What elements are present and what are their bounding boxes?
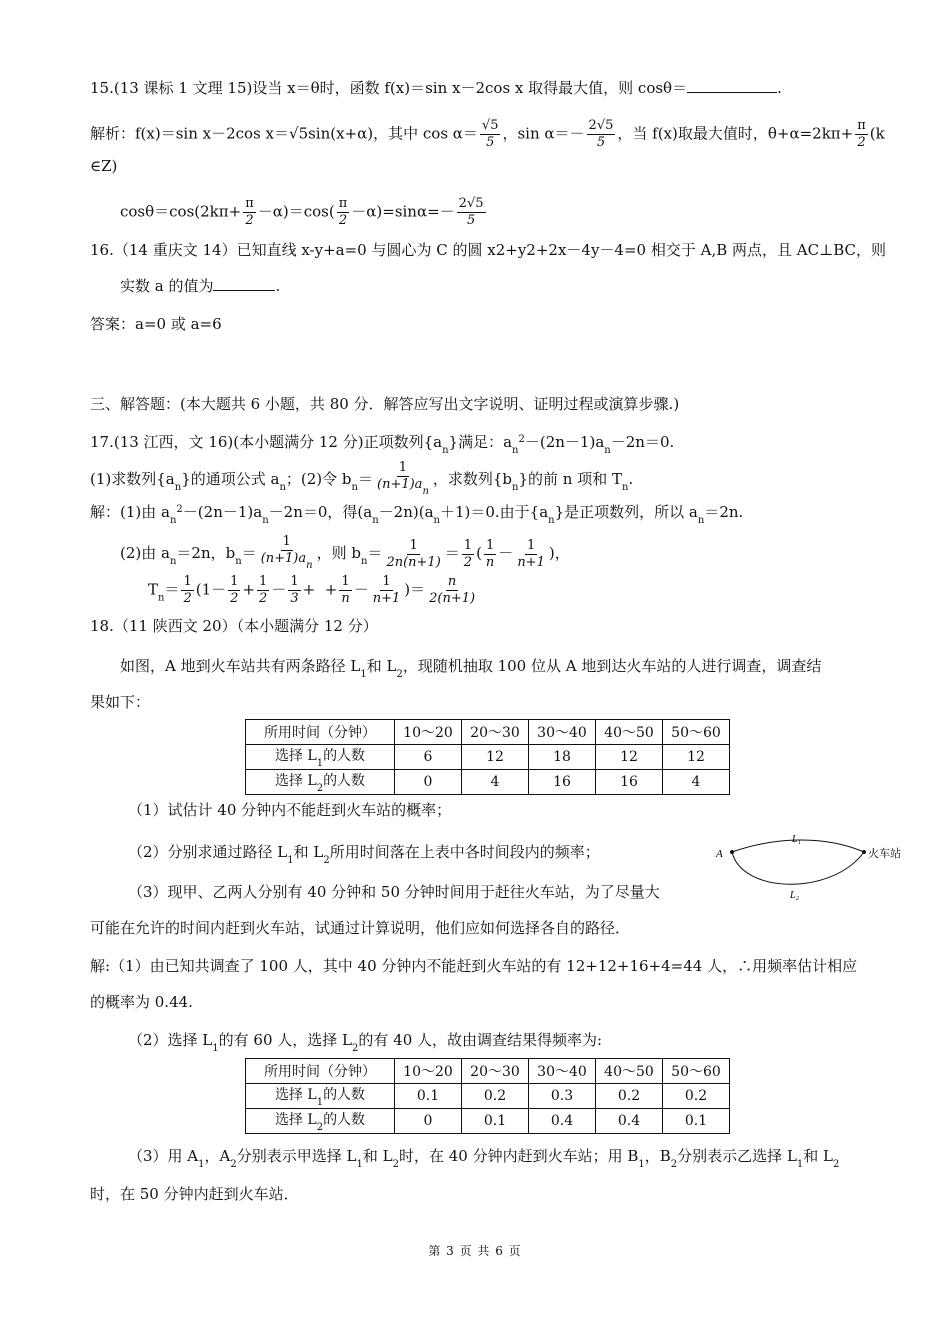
fraction: $\frac{1}{(n+1)a_n}$: [260, 534, 313, 571]
page-footer: 第 3 页 共 6 页: [428, 1244, 522, 1258]
fraction: $\frac{\pi}{2}$: [245, 196, 254, 228]
q18-solution-3-line2: 时，在 50 分钟内赶到火车站．: [90, 1185, 299, 1203]
fraction: $\frac{1}{2}$: [230, 574, 239, 606]
q18-intro-line2: 果如下：: [90, 693, 151, 711]
table-cell: 0.2: [462, 1084, 529, 1109]
table-header-cell: 所用时间（分钟）: [246, 720, 395, 745]
table-row: [246, 1084, 730, 1109]
table-row-label: 选择 $L_1$的人数: [246, 1084, 395, 1109]
table-cell: 0: [395, 1109, 462, 1134]
text: 5sin(x+α)，其中 cos α＝: [298, 124, 478, 143]
table-cell: 12: [462, 745, 529, 770]
q18-table-counts: [245, 719, 730, 795]
fraction: $\frac{1}{3}$: [290, 574, 299, 606]
table-cell: 6: [395, 745, 462, 770]
table-row-label: 选择 $L_2$的人数: [246, 1109, 395, 1134]
table-header-cell: 30～40: [529, 1059, 596, 1084]
label-station: 火车站: [868, 847, 901, 860]
q17-parts: (1)求数列$\{a_n\}$的通项公式 $a_n$；(2)令 $b_n=$ $\frac{1}{(n+1)a_n}$ ，求数列$\{b_n\}$的前 n 项和 $T_n$.: [90, 460, 633, 500]
fraction: $\frac{1}{(n+1)a_n}$: [377, 460, 429, 497]
q18-part1: （1）试估计 40 分钟内不能赶到火车站的概率；: [128, 801, 452, 819]
fraction: $\frac{\pi}{2}$: [857, 118, 866, 150]
table-header-cell: 40～50: [596, 1059, 663, 1084]
table-row: [246, 720, 730, 745]
route-diagram: [712, 824, 912, 904]
text: －α)＝cos(: [257, 202, 335, 221]
table-cell: 12: [596, 745, 663, 770]
fraction: $\frac{1}{2}$: [463, 537, 473, 570]
q16-question: 16.（14 重庆文 14）已知直线 x-y+a=0 与圆心为 C 的圆 x2+y2+2x－4y－4=0 相交于 A,B 两点，且 AC⊥BC，则: [90, 241, 886, 259]
q18-part3: （3）现甲、乙两人分别有 40 分钟和 50 分钟时间用于赶往火车站，为了尽量大: [128, 883, 660, 901]
q18-title: 18.（11 陕西文 20）（本小题满分 12 分）: [90, 617, 378, 635]
table-header-cell: 30～40: [529, 720, 596, 745]
label-l1: L₁: [792, 834, 802, 845]
table-cell: 16: [529, 770, 596, 795]
answer-blank: [213, 276, 275, 291]
table-row-label: 选择 $L_2$的人数: [246, 770, 395, 795]
table-row: [246, 1059, 730, 1084]
table-cell: 0.4: [596, 1109, 663, 1134]
table-cell: 0.1: [663, 1109, 730, 1134]
fraction: $\frac{\pi}{2}$: [338, 196, 348, 228]
fraction: $\frac{2√5}{5}$: [458, 196, 484, 228]
section-heading: 三、解答题：(本大题共 6 小题，共 80 分．解答应写出文字说明、证明过程或演算步骤.): [90, 395, 680, 413]
table-header-cell: 20～30: [462, 1059, 529, 1084]
q18-solution-1: 解:（1）由已知共调查了 100 人，其中 40 分钟内不能赶到火车站的有 12+12+16+4=44 人，∴用频率估计相应: [90, 957, 858, 975]
table-cell: 0.1: [462, 1109, 529, 1134]
q18-intro: 如图，A 地到火车站共有两条路径 $L_1$和 $L_2$，现随机抽取 100 位从 A 地到达火车站的人进行调查，调查结: [120, 657, 822, 680]
text: 解析：f(x)＝sin x－2cos x＝: [90, 124, 289, 143]
q18-solution-2: （2）选择 $L_1$的有 60 人，选择 $L_2$的有 40 人，故由调查结果得频率为:: [128, 1031, 603, 1054]
table-header-cell: 10～20: [395, 1059, 462, 1084]
table-cell: 0: [395, 770, 462, 795]
text: (k: [869, 124, 885, 143]
fraction: $\frac{√5}{5}$: [481, 118, 499, 150]
point-a: [730, 850, 734, 854]
q17-question: 17.(13 江西，文 16)(本小题满分 12 分)正项数列$\{a_n\}$满足：$a_n^2-(2n-1)a_n-2n=0$.: [90, 433, 675, 456]
table-header-cell: 50～60: [663, 1059, 730, 1084]
table-cell: 0.2: [663, 1084, 730, 1109]
answer-blank: [687, 78, 777, 93]
fraction: $\frac{1}{n}$: [341, 574, 350, 606]
text: －α)=sinα=－: [351, 202, 455, 221]
q16-answer: 答案：a=0 或 a=6: [90, 315, 222, 333]
table-row: [246, 770, 730, 795]
table-header-cell: 10～20: [395, 720, 462, 745]
q17-solution-2: (2)由 $a_n=2n$，$b_n=$ $\frac{1}{(n+1)a_n}$ ，则 $b_n=$ $\frac{1}{2n(n+1)}$ ＝ $\frac{1}{2}$ ( $\frac{1}{n}$ － $\frac{1}{n+1}$ )，: [120, 534, 570, 574]
label-a: A: [716, 848, 723, 860]
table-row: [246, 1109, 730, 1134]
q15-question: 15.(13 课标 1 文理 15)设当 x＝θ时，函数 f(x)＝sin x－2cos x 取得最大值，则 cosθ＝ .: [90, 79, 782, 97]
q17-tn: $T_n=$ $\frac{1}{2}$ (1－ $\frac{1}{2}$ + $\frac{1}{2}$ － $\frac{1}{3}$ + + $\frac{1}{n}$ － $\frac{1}{n+1}$ )＝ $\frac{n}{2(n+1)}$: [148, 574, 476, 606]
table-header-cell: 20～30: [462, 720, 529, 745]
table-cell: 18: [529, 745, 596, 770]
fraction: $\frac{1}{n+1}$: [372, 574, 401, 606]
q16-question-cont: 实数 a 的值为 .: [120, 277, 281, 295]
text: 实数 a 的值为: [120, 277, 214, 295]
q17-solution-1: 解：(1)由 $a_n^2-(2n-1)a_n-2n=0$，得$(a_n-2n)(a_n+1)=0$.由于$\{a_n\}$是正项数列，所以 $a_n=2n$.: [90, 503, 744, 526]
path-l2: [732, 852, 864, 884]
point-station: [862, 850, 866, 854]
table-cell: 4: [663, 770, 730, 795]
text: ，sin α＝－: [502, 124, 585, 143]
table-cell: 16: [596, 770, 663, 795]
q15-solution-line3: [120, 196, 488, 229]
q18-solution-1-line2: 的概率为 0.44.: [90, 993, 193, 1011]
fraction: $\frac{n}{2(n+1)}$: [429, 574, 476, 606]
fraction: $\frac{2√5}{5}$: [588, 118, 614, 150]
q15-solution-line1: [90, 118, 885, 151]
fraction: $\frac{1}{2}$: [259, 574, 268, 606]
table-header-cell: 所用时间（分钟）: [246, 1059, 395, 1084]
table-header-cell: 40～50: [596, 720, 663, 745]
table-cell: 12: [663, 745, 730, 770]
table-cell: 0.4: [529, 1109, 596, 1134]
q18-part2: （2）分别求通过路径 $L_1$和 $L_2$所用时间落在上表中各时间段内的频率；: [128, 843, 600, 866]
text: ，当 f(x)取最大值时，θ+α=2kπ+: [617, 124, 854, 143]
q18-table-frequency: [245, 1058, 730, 1134]
table-cell: 0.1: [395, 1084, 462, 1109]
fraction: $\frac{1}{2n(n+1)}$: [386, 537, 441, 570]
table-cell: 0.2: [596, 1084, 663, 1109]
fraction: $\frac{1}{n}$: [485, 537, 495, 570]
table-row-label: 选择 $L_1$的人数: [246, 745, 395, 770]
label-l2: L₂: [790, 890, 800, 901]
table-row: [246, 745, 730, 770]
text: cosθ＝cos(2kπ+: [120, 202, 242, 221]
fraction: $\frac{1}{2}$: [183, 574, 192, 606]
fraction: $\frac{1}{n+1}$: [517, 537, 545, 570]
q15-question-text: 15.(13 课标 1 文理 15)设当 x＝θ时，函数 f(x)＝sin x－2cos x 取得最大值，则 cosθ＝: [90, 79, 688, 97]
q18-solution-3: （3）用 $A_1$，$A_2$分别表示甲选择 $L_1$和 $L_2$时，在 40 分钟内赶到火车站；用 $B_1$，$B_2$分别表示乙选择 $L_1$和 $L_2$: [128, 1147, 840, 1170]
table-cell: 4: [462, 770, 529, 795]
q18-part3-line2: 可能在允许的时间内赶到火车站，试通过计算说明，他们应如何选择各自的路径．: [90, 919, 631, 937]
q15-solution-line2: ∈Z): [90, 157, 118, 175]
sqrt-symbol: √: [289, 124, 299, 143]
table-cell: 0.3: [529, 1084, 596, 1109]
table-header-cell: 50～60: [663, 720, 730, 745]
